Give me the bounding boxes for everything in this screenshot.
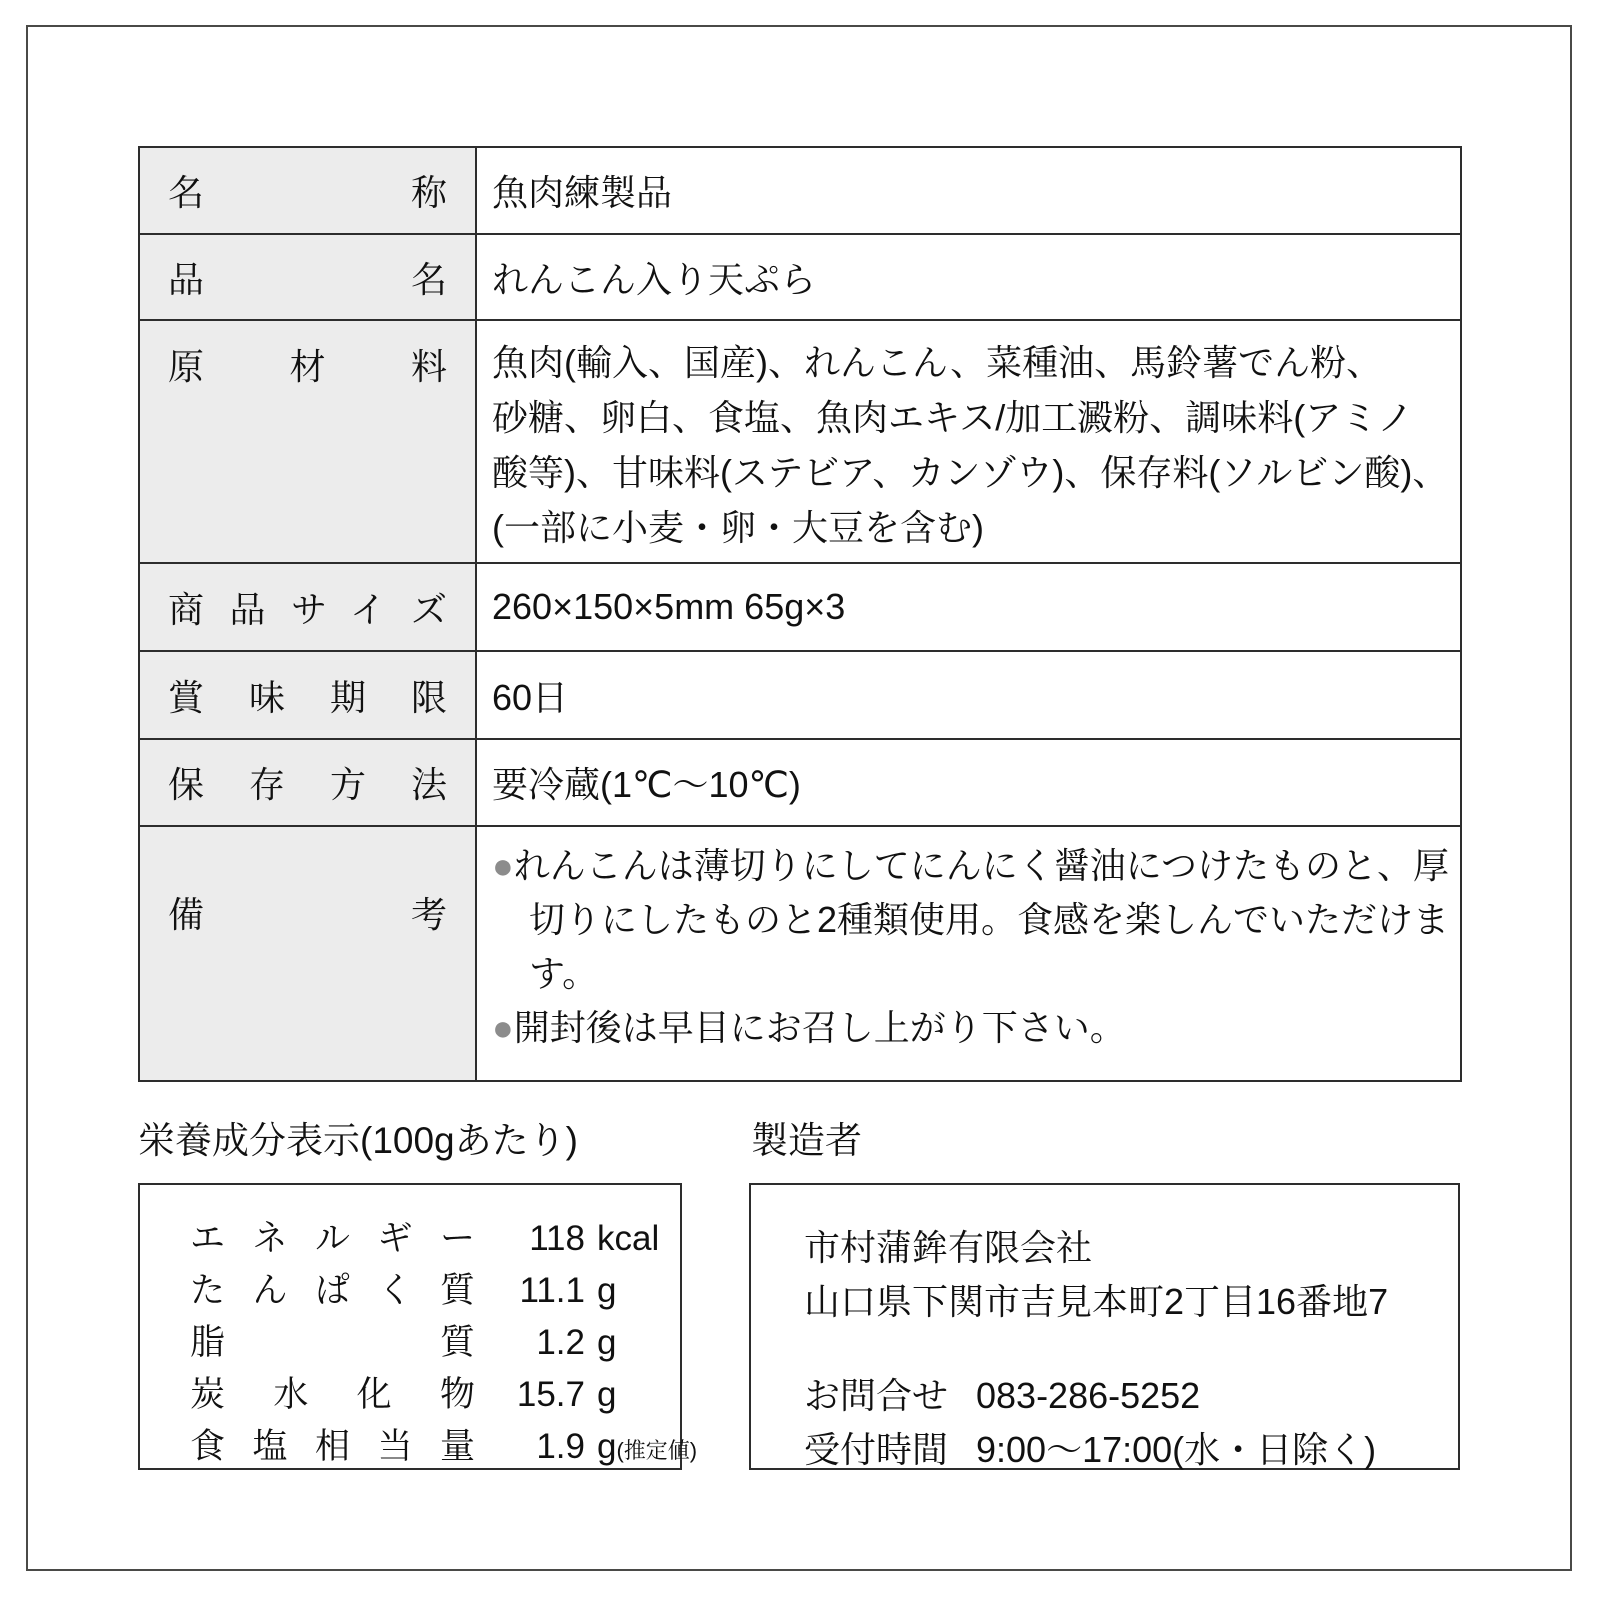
spec-value-cell [477, 740, 1460, 825]
remark-item [492, 1001, 1450, 1055]
maker-box [749, 1183, 1460, 1470]
spec-table [138, 146, 1462, 1082]
spec-row-value: 60日 [492, 676, 569, 718]
spec-label-cell [140, 827, 477, 1080]
bullet-icon: ● [492, 845, 514, 886]
maker-address: 山口県下関市吉見本町2丁目16番地7 [804, 1281, 1389, 1322]
spec-label-cell [140, 148, 477, 233]
nutrition-label: たんぱく質 [190, 1271, 475, 1310]
hours-row [804, 1423, 1458, 1477]
spec-row-label: 備考 [168, 894, 447, 935]
hours-label: 受付時間 [804, 1429, 949, 1470]
remark-text: 開封後は早目にお召し上がり下さい。 [513, 1007, 1126, 1048]
nutrition-value: 118 [529, 1219, 585, 1258]
bullet-icon: ● [492, 1007, 514, 1048]
nutrition-label: エネルギー [190, 1219, 475, 1258]
nutrition-row-carbs [190, 1369, 680, 1421]
nutrition-unit: g [597, 1323, 617, 1362]
spec-value-cell [477, 564, 1460, 650]
nutrition-unit: g [597, 1271, 617, 1310]
spec-value-cell [477, 652, 1460, 738]
spec-row-label: 品名 [168, 258, 447, 300]
spec-row-size [140, 562, 1460, 650]
spec-value-cell [477, 235, 1460, 319]
spec-value-cell [477, 827, 1460, 1080]
nutrition-box [138, 1183, 698, 1470]
nutrition-row-fat [190, 1317, 680, 1369]
remark-item [492, 839, 1450, 1001]
nutrition-row-salt [190, 1421, 698, 1477]
ingredients-line: 酸等)、甘味料(ステビア、カンゾウ)、保存料(ソルビン酸)、 [492, 452, 1449, 493]
ingredients-line: 砂糖、卵白、食塩、魚肉エキス/加工澱粉、調味料(アミノ [492, 397, 1414, 438]
nutrition-title: 栄養成分表示(100gあたり) [138, 1120, 578, 1161]
spec-label-cell [140, 564, 477, 650]
contact-label: お問合せ [804, 1375, 949, 1416]
spec-row-label: 保存方法 [168, 764, 447, 805]
spec-row-value: 要冷蔵(1℃〜10℃) [492, 764, 801, 805]
spec-row-product-name [140, 233, 1460, 319]
spec-row-value: 260×150×5mm 65g×3 [492, 586, 846, 627]
spec-label-cell [140, 321, 477, 562]
nutrition-row-energy [190, 1213, 680, 1265]
nutrition-unit: g [597, 1375, 617, 1414]
spec-row-value: れんこん入り天ぷら [492, 258, 817, 300]
nutrition-label: 脂質 [190, 1323, 475, 1362]
spec-value-cell [477, 148, 1460, 233]
contact-row [804, 1369, 1458, 1423]
nutrition-value: 11.1 [519, 1271, 585, 1310]
spec-label-cell [140, 740, 477, 825]
nutrition-value: 1.2 [536, 1323, 585, 1362]
ingredients-line: (一部に小麦・卵・大豆を含む) [492, 507, 984, 548]
nutrition-value: 15.7 [516, 1375, 585, 1414]
spec-label-cell [140, 652, 477, 738]
nutrition-label: 食塩相当量 [190, 1427, 475, 1466]
nutrition-unit: kcal [597, 1219, 660, 1258]
nutrition-label: 炭水化物 [190, 1375, 475, 1414]
spec-value-cell [477, 321, 1460, 562]
spec-row-best-before [140, 650, 1460, 738]
spec-row-label: 名称 [168, 172, 447, 213]
nutrition-note: (推定値) [616, 1438, 698, 1463]
contact-phone: 083-286-5252 [976, 1375, 1201, 1416]
hours-value: 9:00〜17:00(水・日除く) [976, 1429, 1377, 1470]
spec-row-label: 商品サイズ [168, 588, 447, 630]
nutrition-value: 1.9 [536, 1427, 585, 1466]
spec-row-ingredients [140, 319, 1460, 562]
nutrition-row-protein [190, 1265, 680, 1317]
spec-label-cell [140, 235, 477, 319]
spec-row-name [140, 148, 1460, 233]
spec-row-label: 賞味期限 [168, 676, 447, 718]
spec-row-value: 魚肉練製品 [492, 172, 673, 213]
spec-row-remarks [140, 825, 1460, 1080]
maker-title: 製造者 [751, 1120, 862, 1161]
nutrition-unit: g [597, 1427, 617, 1466]
maker-company: 市村蒲鉾有限会社 [804, 1227, 1093, 1268]
spec-row-storage [140, 738, 1460, 825]
ingredients-line: 魚肉(輸入、国産)、れんこん、菜種油、馬鈴薯でん粉、 [492, 342, 1383, 383]
spec-row-label: 原材料 [168, 346, 447, 387]
remark-text: れんこんは薄切りにしてにんにく醤油につけたものと、厚切りにしたものと2種類使用。食感を楽しんでいただけます。 [513, 845, 1450, 994]
